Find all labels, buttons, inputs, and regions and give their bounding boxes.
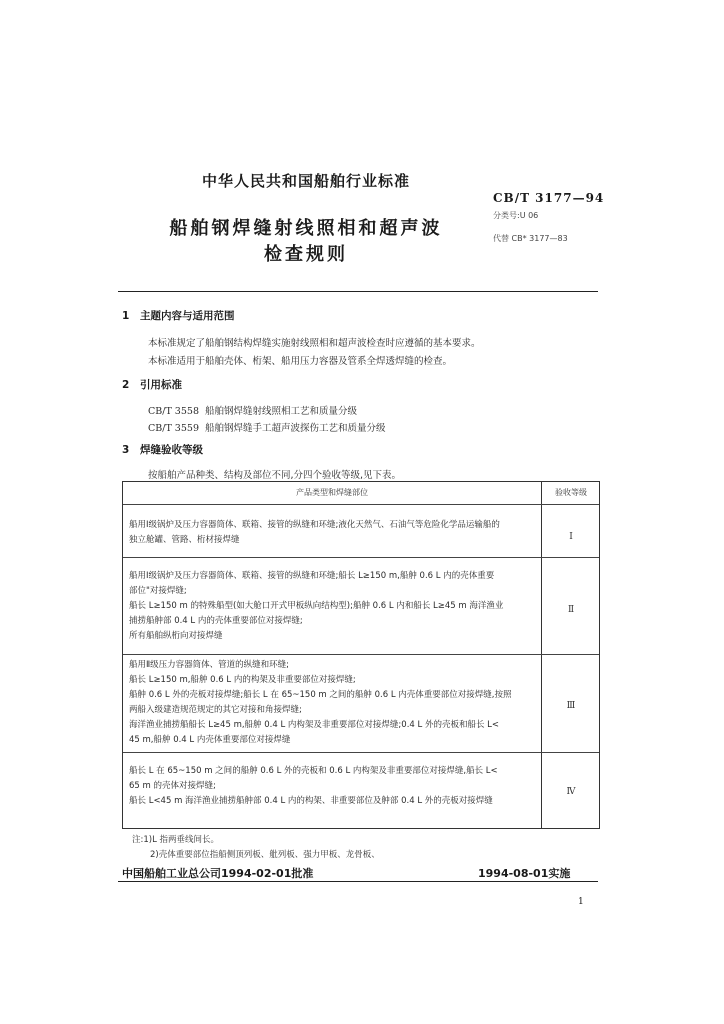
reference-item — [148, 403, 357, 417]
table-row-line: 海洋渔业捕捞船船长 L≥45 m,船舯 0.4 L 内构架及非重要部位对接焊缝;0.4 L 外的壳板和船长 L< — [129, 720, 500, 730]
table-row-line: 船长 L≥150 m 的特殊船型(如大舱口开式甲板纵向结构型);船舯 0.6 L 内和船长 L≥45 m 海洋渔业 — [129, 601, 504, 611]
section-1-title: 主题内容与适用范围 — [140, 310, 235, 322]
standard-number: CB/T 3177—94 — [493, 191, 605, 205]
section-2-title: 引用标准 — [140, 379, 182, 391]
table-row-2-text — [129, 569, 537, 644]
table-row-divider — [123, 557, 599, 558]
classification-number: 分类号:U 06 — [493, 211, 539, 220]
table-row-3-text — [129, 658, 537, 748]
table-header-grade: 验收等级 — [555, 488, 587, 497]
replaces-standard: 代替 CB* 3177—83 — [493, 234, 568, 243]
table-row-divider — [123, 654, 599, 655]
section-1-paragraph: 本标准适用于船舶壳体、桁架、船用压力容器及管系全焊透焊缝的检查。 — [148, 356, 453, 367]
footer-rule — [118, 881, 598, 882]
table-row-line: 65 m 的壳体对接焊缝; — [129, 781, 216, 791]
acceptance-grade-table — [122, 481, 600, 829]
section-2-number: 2 — [122, 379, 130, 391]
section-3-heading — [122, 442, 203, 457]
table-row-line: 船长 L≥150 m,船舯 0.6 L 内的构架及非重要部位对接焊缝; — [129, 675, 356, 685]
table-row-3-grade: Ⅲ — [566, 701, 576, 711]
table-header-product: 产品类型和焊缝部位 — [296, 488, 368, 497]
table-row-1-text — [129, 518, 537, 548]
document-title-line1: 船舶钢焊缝射线照相和超声波 — [169, 218, 443, 239]
table-row-line: 船用Ⅰ级锅炉及压力容器筒体、联箱、接管的纵缝和环缝;船长 L≥150 m,船舯 0.6 L 内的壳体重要 — [129, 571, 495, 581]
table-row-line: 船长 L<45 m 海洋渔业捕捞船舯部 0.4 L 内的构架、非重要部位及舯部 0.4 L 外的壳板对接焊缝 — [129, 796, 493, 806]
table-note: 2)壳体重要部位指船侧顶列板、舭列板、强力甲板、龙骨板、 — [150, 850, 380, 860]
section-1-paragraph: 本标准规定了船舶钢结构焊缝实施射线照相和超声波检查时应遵循的基本要求。 — [148, 338, 481, 349]
table-row-line: 45 m,船舯 0.4 L 内壳体重要部位对接焊缝 — [129, 735, 291, 745]
section-3-number: 3 — [122, 444, 130, 456]
document-title-line2: 检查规则 — [264, 244, 348, 265]
table-row-4-text — [129, 764, 537, 809]
table-row-1-grade: I — [569, 532, 573, 542]
reference-title: 船舶钢焊缝手工超声波探伤工艺和质量分级 — [205, 423, 386, 434]
section-1-heading — [122, 308, 235, 323]
header-rule — [118, 291, 598, 292]
table-row-line: 所有船舶纵桁向对接焊缝 — [129, 631, 223, 641]
section-3-intro: 按船舶产品种类、结构及部位不同,分四个验收等级,见下表。 — [148, 470, 402, 481]
ministry-title: 中华人民共和国船舶行业标准 — [201, 172, 410, 190]
table-row-line: 两船入级建造规范规定的其它对接和角接焊缝; — [129, 705, 302, 715]
implementation-date: 1994-08-01实施 — [478, 867, 571, 880]
approval-line: 中国船舶工业总公司1994-02-01批准 — [122, 867, 314, 880]
table-row-divider — [123, 504, 599, 505]
page-number: 1 — [578, 897, 584, 907]
reference-code: CB/T 3558 — [148, 406, 199, 417]
table-row-line: 船舯 0.6 L 外的壳板对接焊缝;船长 L 在 65~150 m 之间的船舯 0.6 L 内壳体重要部位对接焊缝,按照 — [129, 690, 512, 700]
table-row-line: 独立舱罐、管路、桁材接焊缝 — [129, 535, 240, 545]
section-2-heading — [122, 377, 182, 392]
table-note: 注:1)L 指两垂线间长。 — [132, 835, 220, 845]
reference-item — [148, 420, 386, 434]
table-row-line: 船用Ⅱ级压力容器筒体、管道的纵缝和环缝; — [129, 660, 290, 670]
reference-code: CB/T 3559 — [148, 423, 199, 434]
section-3-title: 焊缝验收等级 — [140, 444, 203, 456]
section-1-number: 1 — [122, 310, 130, 322]
table-row-line: 船用Ⅰ级锅炉及压力容器筒体、联箱、接管的纵缝和环缝;液化天然气、石油气等危险化学品运输船的 — [129, 520, 500, 530]
table-row-line: 捕捞船舯部 0.4 L 内的壳体重要部位对接焊缝; — [129, 616, 303, 626]
table-row-divider — [123, 752, 599, 753]
table-row-4-grade: Ⅳ — [566, 787, 576, 797]
table-row-line: 部位"对接焊缝; — [129, 586, 187, 596]
table-row-line: 船长 L 在 65~150 m 之间的船舯 0.6 L 外的壳板和 0.6 L 内构架及非重要部位对接焊缝,船长 L< — [129, 766, 498, 776]
reference-title: 船舶钢焊缝射线照相工艺和质量分级 — [205, 406, 358, 417]
table-row-2-grade: Ⅱ — [567, 605, 575, 615]
